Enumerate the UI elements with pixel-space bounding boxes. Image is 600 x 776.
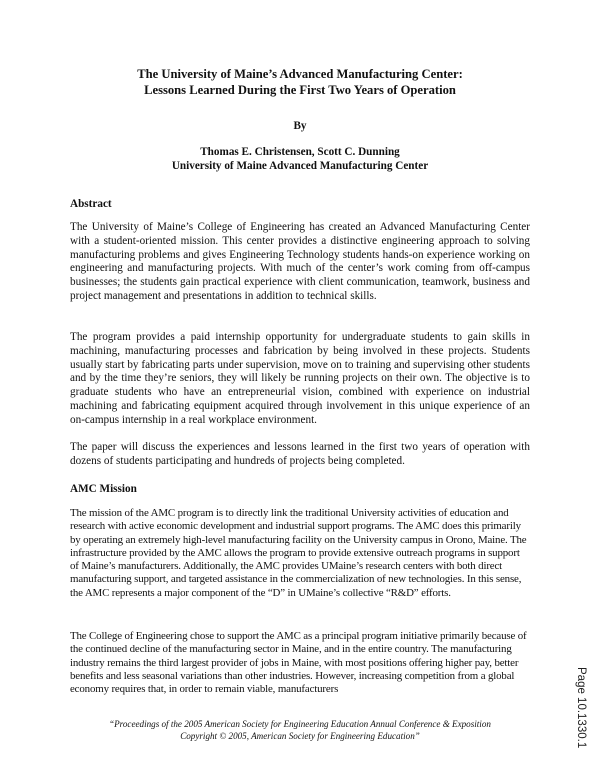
footer-line-2: Copyright © 2005, American Society for Engineering Education” xyxy=(180,731,420,741)
abstract-paragraph-1: The University of Maine’s College of Engineering has created an Advanced Manufacturing Center with a student-oriented mission. This center provides a distinctive engineering approach to solving manufacturing problems and gives Engineering Technology students hands-on experience working on engineering and manufacturing projects. With much of the center’s work coming from off-campus businesses; the students gain practical experience with client communication, teamwork, business and project management and presentations in addition to technical skills. xyxy=(70,221,530,302)
author-affiliation: University of Maine Advanced Manufacturing Center xyxy=(171,160,429,172)
abstract-heading: Abstract xyxy=(70,198,112,210)
mission-heading: AMC Mission xyxy=(70,483,137,495)
title-line-2: Lessons Learned During the First Two Years of Operation xyxy=(144,83,456,97)
proceedings-footer xyxy=(60,718,540,742)
paper-title xyxy=(60,66,540,98)
page-number-stamp: Page 10.1330.1 xyxy=(575,667,587,749)
author-block xyxy=(60,145,540,173)
by-line: By xyxy=(293,120,307,132)
title-line-1: The University of Maine’s Advanced Manufacturing Center: xyxy=(137,67,463,81)
mission-paragraph-2: The College of Engineering chose to support the AMC as a principal program initiative primarily because of the continued decline of the manufacturing sector in Maine, and in the entire country. The manufacturing industry remains the third largest provider of jobs in Maine, with most positions offering higher pay, better benefits and less seasonal variations than other industries. However, increasing competition from a global economy requires that, in order to remain viable, manufacturers xyxy=(70,630,527,696)
abstract-paragraph-3: The paper will discuss the experiences and lessons learned in the first two years of operation with dozens of students participating and hundreds of projects being completed. xyxy=(70,441,530,467)
mission-paragraph-1: The mission of the AMC program is to directly link the traditional University activities of education and research with active economic development and industrial support programs. The AMC does this primarily by operating an extremely high-level manufacturing facility on the University campus in Orono, Maine. The infrastructure provided by the AMC allows the program to provide extensive outreach programs in support of Maine’s manufacturers. Additionally, the AMC provides UMaine’s research centers with both direct manufacturing support, and targeted assistance in the commercialization of new technologies. In this sense, the AMC represents a major component of the “D” in UMaine’s collective “R&D” efforts. xyxy=(70,507,527,599)
footer-line-1: “Proceedings of the 2005 American Society for Engineering Education Annual Conference & Exposition xyxy=(109,719,491,729)
author-names: Thomas E. Christensen, Scott C. Dunning xyxy=(200,146,400,158)
abstract-paragraph-2: The program provides a paid internship opportunity for undergraduate students to gain skills in machining, manufacturing processes and fabrication by being involved in these projects. Students usually start by fabricating parts under supervision, move on to training and supervising other students and by the time they’re seniors, they will likely be running projects on their own. The objective is to graduate students who have an entrepreneurial vision, combined with experience on industrial machining and fabricating equipment acquired through involvement in this unique experience of an on-campus internship in a real workplace environment. xyxy=(70,331,530,426)
